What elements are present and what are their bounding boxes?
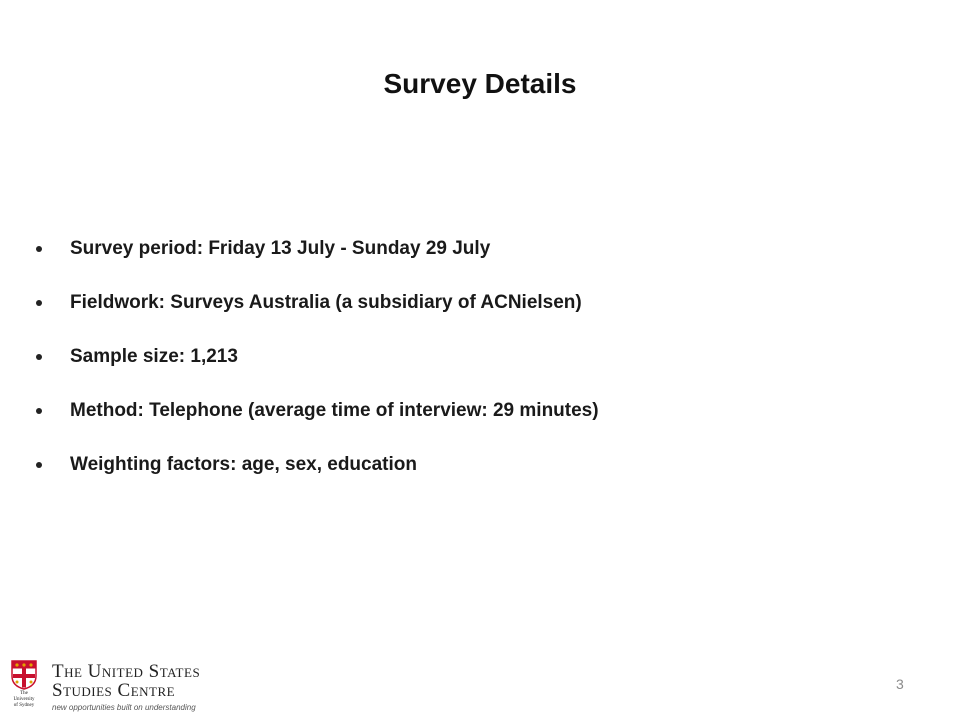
- crest-caption-line: The: [20, 691, 28, 696]
- bullet-item-sample-size: [36, 330, 599, 384]
- footer-logo: [10, 660, 200, 712]
- bullet-dot-icon: [36, 408, 42, 414]
- centre-name: [52, 662, 200, 712]
- crest-caption-line: University: [13, 697, 35, 702]
- bullet-dot-icon: [36, 300, 42, 306]
- page-number: 3: [896, 676, 904, 692]
- bullet-item-fieldwork: [36, 276, 599, 330]
- bullet-text: Survey period: Friday 13 July - Sunday 29 July: [70, 238, 491, 259]
- bullet-dot-icon: [36, 354, 42, 360]
- bullet-item-weighting: [36, 438, 599, 492]
- bullet-dot-icon: [36, 246, 42, 252]
- bullet-text: Sample size: 1,213: [70, 346, 238, 367]
- bullet-text: Method: Telephone (average time of interview: 29 minutes): [70, 400, 599, 421]
- bullet-text: Weighting factors: age, sex, education: [70, 454, 417, 475]
- centre-tagline: new opportunities built on understanding: [52, 703, 196, 712]
- crest-caption: [13, 691, 34, 709]
- university-crest: [10, 660, 38, 709]
- bullet-text: Fieldwork: Surveys Australia (a subsidiary of ACNielsen): [70, 292, 582, 313]
- bullet-item-survey-period: [36, 222, 599, 276]
- shield-icon: [11, 660, 37, 690]
- crest-caption-line: of Sydney: [13, 703, 35, 708]
- slide-title: Survey Details: [383, 68, 577, 99]
- bullet-list: [36, 222, 599, 492]
- bullet-dot-icon: [36, 462, 42, 468]
- bullet-item-method: [36, 384, 599, 438]
- centre-name-line-1: The United States: [52, 661, 201, 682]
- centre-name-line-2: Studies Centre: [52, 680, 176, 701]
